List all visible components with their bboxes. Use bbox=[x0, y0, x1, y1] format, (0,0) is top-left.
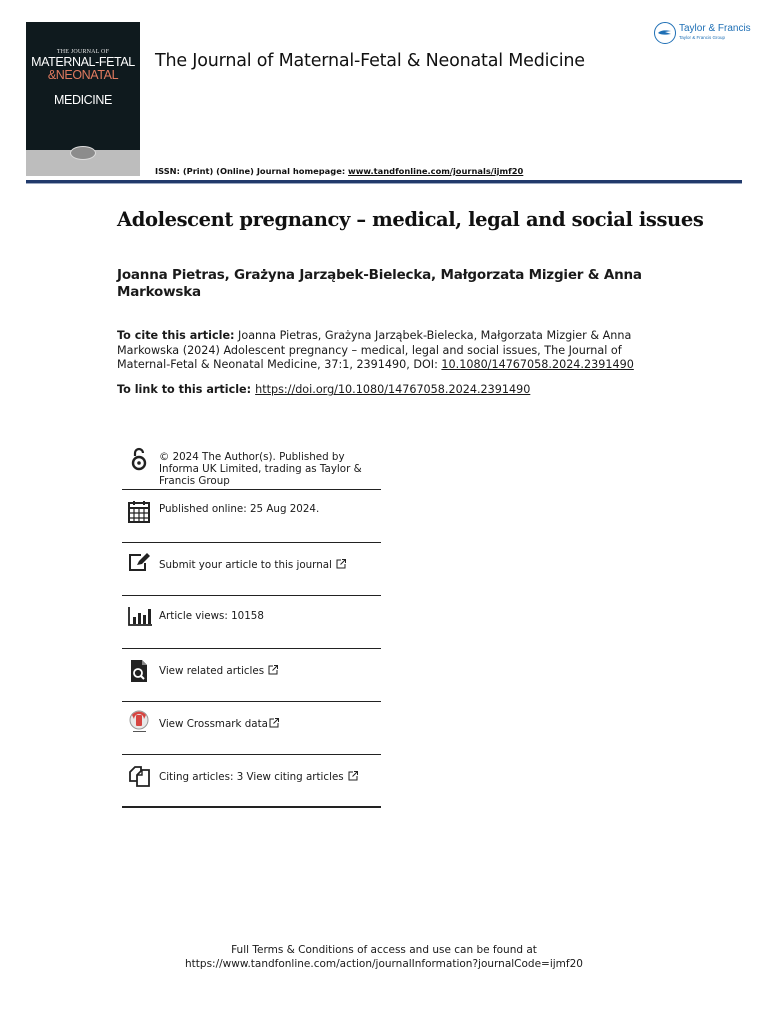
related-label: View related articles bbox=[159, 665, 265, 677]
citation-block bbox=[117, 329, 637, 373]
article-info-box bbox=[122, 444, 381, 808]
article-doi-link[interactable]: https://doi.org/10.1080/14767058.2024.2391490 bbox=[255, 383, 531, 396]
citation-text: Joanna Pietras, Grażyna Jarząbek-Bielecka, Małgorzata Mizgier & Anna Markowska (2024) Adolescent pregnancy – medical, legal and social issues, The Journal of Maternal-Fetal & Neonatal Medicine, 37:1, 2391490, DOI: bbox=[117, 329, 632, 371]
crossmark-row[interactable] bbox=[122, 702, 381, 755]
crossmark-link[interactable] bbox=[159, 718, 279, 730]
publisher-name: Taylor & Francis bbox=[679, 23, 751, 34]
journal-title: The Journal of Maternal-Fetal & Neonatal Medicine bbox=[155, 51, 585, 71]
open-access-icon bbox=[127, 446, 153, 472]
cover-text-line3: &NEONATAL bbox=[47, 68, 119, 82]
external-link-icon bbox=[336, 559, 346, 569]
header-divider-thin bbox=[26, 183, 742, 184]
edit-icon bbox=[127, 550, 153, 576]
related-row[interactable] bbox=[122, 649, 381, 702]
issn-line bbox=[155, 166, 523, 176]
publisher-logo[interactable] bbox=[654, 21, 750, 47]
external-link-icon bbox=[269, 718, 279, 728]
citing-row[interactable] bbox=[122, 755, 381, 808]
issn-label: ISSN: (Print) (Online) Journal homepage: bbox=[155, 166, 349, 176]
cover-text-line1: THE JOURNAL OF bbox=[56, 49, 110, 55]
calendar-icon bbox=[127, 499, 153, 525]
footer-terms-url[interactable]: https://www.tandfonline.com/action/journalInformation?journalCode=ijmf20 bbox=[185, 958, 583, 970]
journal-cover-image bbox=[26, 22, 140, 176]
article-authors: Joanna Pietras, Grażyna Jarząbek-Bielecka, Małgorzata Mizgier & Anna Markowska bbox=[117, 267, 642, 300]
crossmark-icon bbox=[127, 709, 153, 735]
document-search-icon bbox=[127, 658, 153, 684]
link-label: To link to this article: bbox=[117, 383, 252, 396]
license-text: © 2024 The Author(s). Published by Informa UK Limited, trading as Taylor & Francis Group bbox=[159, 451, 362, 487]
citation-label: To cite this article: bbox=[117, 329, 235, 342]
article-views: Article views: 10158 bbox=[159, 610, 264, 622]
article-title: Adolescent pregnancy – medical, legal and social issues bbox=[117, 208, 704, 231]
terms-footer bbox=[0, 943, 768, 971]
external-link-icon bbox=[268, 665, 278, 675]
published-date: Published online: 25 Aug 2024. bbox=[159, 503, 320, 515]
crossmark-label: View Crossmark data bbox=[159, 718, 268, 730]
citation-doi-link[interactable]: 10.1080/14767058.2024.2391490 bbox=[441, 358, 634, 371]
journal-homepage-link[interactable]: www.tandfonline.com/journals/ijmf20 bbox=[348, 166, 524, 176]
article-link-line bbox=[117, 383, 530, 396]
citing-label: Citing articles: 3 View citing articles bbox=[159, 771, 344, 783]
license-row bbox=[122, 444, 381, 490]
citing-articles-link[interactable] bbox=[159, 771, 358, 783]
published-row bbox=[122, 490, 381, 543]
bar-chart-icon bbox=[127, 604, 153, 630]
cover-seal-icon bbox=[70, 146, 96, 160]
submit-label: Submit your article to this journal bbox=[159, 559, 332, 571]
submit-row[interactable] bbox=[122, 543, 381, 596]
submit-link[interactable] bbox=[159, 559, 346, 571]
cover-text-line2: MATERNAL-FETAL bbox=[31, 55, 135, 69]
related-articles-link[interactable] bbox=[159, 665, 278, 677]
cover-text-line4: MEDICINE bbox=[54, 93, 112, 107]
footer-line1: Full Terms & Conditions of access and use can be found at bbox=[231, 944, 537, 956]
external-link-icon bbox=[348, 771, 358, 781]
publisher-logo-icon bbox=[654, 22, 676, 44]
publisher-subname: Taylor & Francis Group bbox=[679, 35, 726, 40]
views-row bbox=[122, 596, 381, 649]
citing-articles-icon bbox=[127, 763, 153, 789]
